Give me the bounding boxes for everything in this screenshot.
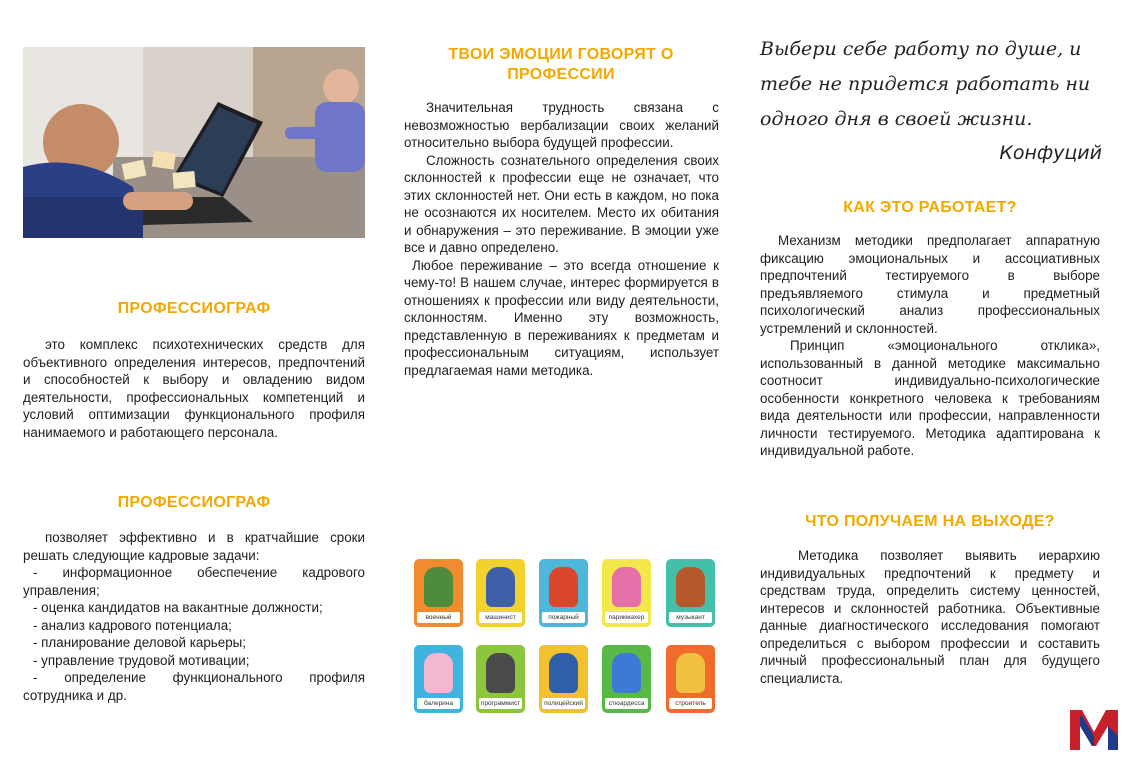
profession-card — [414, 645, 463, 713]
profession-card-label: стюардесса — [605, 698, 648, 709]
profession-figure-icon — [486, 653, 515, 693]
profession-card-label: машинист — [479, 612, 522, 623]
logo-graphic — [1068, 706, 1120, 752]
profession-card-label: парикмахер — [605, 612, 648, 623]
right-section2-paragraph: Методика позволяет выявить иерархию индивидуальных предпочтений к предмету и средствам труда, определить систему ценностей, интересов и склонностей работника. Объективные данные диагностического исследования помогают определиться с выбором профессии и составить личный профессиональный план для будущего специалиста. — [760, 548, 1100, 686]
profession-figure-icon — [612, 567, 641, 607]
profession-card — [666, 645, 715, 713]
right-section1-text — [760, 232, 1100, 460]
tasks-list — [23, 564, 365, 704]
left-section1-text — [23, 336, 365, 441]
profession-figure-icon — [612, 653, 641, 693]
profession-card-label: военный — [417, 612, 460, 623]
profession-figure-icon — [676, 653, 705, 693]
middle-paragraph: Значительная трудность связана с невозможностью вербализации своих желаний относительно выбора будущей профессии. — [404, 100, 719, 150]
middle-paragraph: Любое переживание – это всегда отношение к чему-то! В нашем случае, интерес формируется в отношениях к профессии или виду деятельности, склонностям. Именно эту возможность, представленную в переживаниях к предметам и профессиональным ситуациям, использует предлагаемая нами методика. — [404, 257, 719, 378]
photo-illustration — [23, 47, 365, 238]
profession-card — [476, 559, 525, 627]
left-section2-intro: позволяет эффективно и в кратчайшие сроки решать следующие кадровые задачи: — [23, 530, 365, 563]
list-item: - определение функционального профиля сотрудника и др. — [23, 670, 365, 703]
profession-card-label: балерина — [417, 698, 460, 709]
profession-card — [414, 559, 463, 627]
right-section2-text — [760, 547, 1100, 687]
profession-card — [666, 559, 715, 627]
right-paragraph: Механизм методики предполагает аппаратную фиксацию эмоциональных и ассоциативных предпочтений тестируемого в выборе предъявляемого стимула и предметный психологический анализ профессиональных устремлений и склонностей. — [760, 233, 1100, 336]
quote-author: Конфуций — [999, 142, 1102, 164]
left-section1-paragraph: это комплекс психотехнических средств для объективного определения интересов, предпочтений и способностей к выбору и овладению видом деятельности, профессиональных компетенций и условий оптимизации функционального профиля нанимаемого и работающего персонала. — [23, 337, 365, 440]
confucius-quote: Выбери себе работу по душе, и тебе не придется работать ни одного дня в своей жизни. — [760, 38, 1091, 130]
profession-card-label: строитель — [669, 698, 712, 709]
profession-figure-icon — [549, 653, 578, 693]
profession-figure-icon — [486, 567, 515, 607]
profession-figure-icon — [424, 653, 453, 693]
profession-card-label: программист — [480, 700, 521, 707]
list-item: - информационное обеспечение кадрового управления; — [23, 565, 365, 598]
middle-title: ТВОИ ЭМОЦИИ ГОВОРЯТ О ПРОФЕССИИ — [448, 46, 674, 83]
right-paragraph: Принцип «эмоционального отклика», использованный в данной методике максимально соотносит индивидуально-психологические особенности конкретного человека к требованиям вида деятельности или профессии, направленности личности тестируемого. Методика адаптирована к индивидуальной работе. — [760, 338, 1100, 458]
right-section2-title: ЧТО ПОЛУЧАЕМ НА ВЫХОДЕ? — [805, 513, 1055, 530]
profession-figure-icon — [549, 567, 578, 607]
profession-figure-icon — [424, 567, 453, 607]
profession-card — [539, 559, 588, 627]
left-section2-intro-block — [23, 529, 365, 704]
left-section1-title: ПРОФЕССИОГРАФ — [117, 300, 271, 317]
left-section2-title: ПРОФЕССИОГРАФ — [117, 494, 271, 511]
profession-card-label: музыкант — [669, 612, 712, 623]
list-item: - оценка кандидатов на вакантные должности; — [33, 600, 323, 615]
profession-card-label: полицейский — [542, 698, 585, 709]
right-section1-title: КАК ЭТО РАБОТАЕТ? — [843, 199, 1017, 216]
middle-paragraph: Сложность сознательного определения своих склонностей к профессии еще не означает, что этих склонностей нет. Они есть в каждом, но пока не осознаются их носителем. Место их обитания и обнаружения – это переживание. В эмоции уже все и давно определено. — [404, 152, 719, 255]
profession-cards — [414, 557, 720, 715]
profession-card — [602, 645, 651, 713]
middle-text — [404, 99, 719, 379]
list-item: - планирование деловой карьеры; — [33, 635, 247, 650]
profession-card — [539, 645, 588, 713]
m-logo-icon — [1068, 706, 1120, 752]
profession-figure-icon — [676, 567, 705, 607]
profession-card — [476, 645, 525, 713]
profession-card — [602, 559, 651, 627]
list-item: - анализ кадрового потенциала; — [33, 617, 232, 633]
photo-children-at-laptop — [23, 47, 365, 238]
list-item: - управление трудовой мотивации; — [33, 652, 250, 668]
profession-card-label: пожарный — [542, 612, 585, 623]
